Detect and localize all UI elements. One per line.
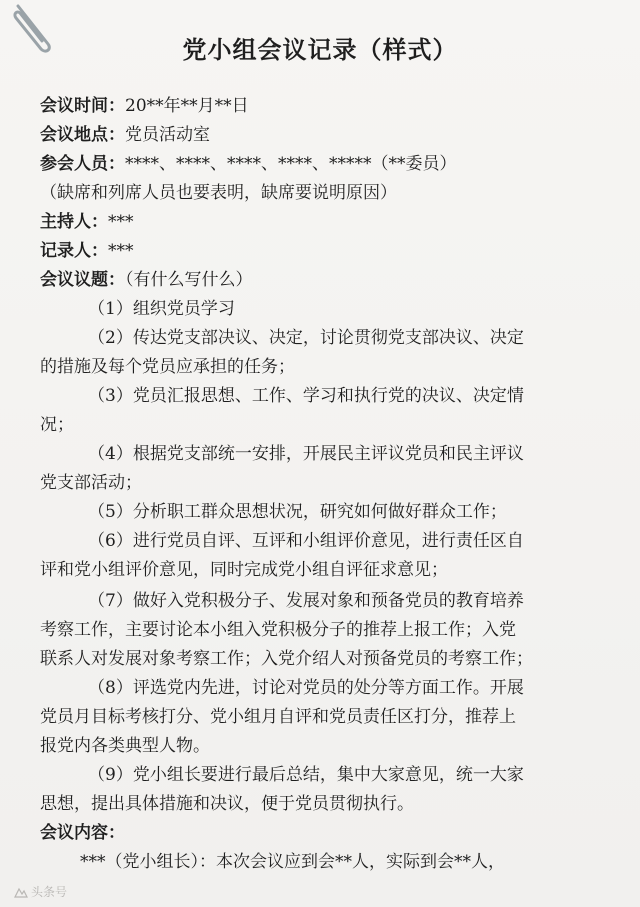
meeting-place-label: 会议地点： bbox=[40, 125, 125, 145]
topic-line: 的措施及每个党员应承担的任务； bbox=[40, 357, 295, 377]
topics-row bbox=[40, 269, 253, 291]
meeting-place-row bbox=[40, 124, 210, 146]
watermark-logo-icon bbox=[14, 887, 28, 899]
topic-line: 党员月目标考核打分、党小组月自评和党员责任区打分，推荐上 bbox=[40, 707, 516, 727]
host-value: *** bbox=[108, 212, 134, 232]
content-line: ***（党小组长）：本次会议应到会**人，实际到会**人， bbox=[80, 852, 505, 872]
content-row bbox=[40, 822, 125, 844]
topic-line: 况； bbox=[40, 415, 74, 435]
topic-line: 评和党小组评价意见，同时完成党小组自评征求意见； bbox=[40, 560, 448, 580]
watermark bbox=[14, 883, 67, 900]
meeting-time-label: 会议时间： bbox=[40, 96, 125, 116]
topic-line: （5）分析职工群众思想状况，研究如何做好群众工作； bbox=[88, 502, 507, 522]
content-label: 会议内容： bbox=[40, 823, 125, 843]
topic-line: （2）传达党支部决议、决定，讨论贯彻党支部决议、决定 bbox=[88, 328, 524, 348]
topic-line: 党支部活动； bbox=[40, 473, 142, 493]
topic-line: （8）评选党内先进，讨论对党员的处分等方面工作。开展 bbox=[88, 678, 524, 698]
topic-line: （9）党小组长要进行最后总结，集中大家意见，统一大家 bbox=[88, 765, 524, 785]
topic-line: 思想，提出具体措施和决议，便于党员贯彻执行。 bbox=[40, 794, 414, 814]
recorder-label: 记录人： bbox=[40, 241, 108, 261]
topic-line: 考察工作，主要讨论本小组入党积极分子的推荐上报工作；入党 bbox=[40, 620, 516, 640]
attendees-note: （缺席和列席人员也要表明，缺席要说明原因） bbox=[40, 183, 397, 203]
topic-line: （3）党员汇报思想、工作、学习和执行党的决议、决定情 bbox=[88, 386, 524, 406]
meeting-place-value: 党员活动室 bbox=[125, 125, 210, 145]
attendees-row bbox=[40, 153, 457, 175]
meeting-time-row bbox=[40, 95, 249, 117]
watermark-text: 头条号 bbox=[31, 885, 68, 899]
attendees-label: 参会人员： bbox=[40, 154, 125, 174]
topics-label: 会议议题： bbox=[40, 270, 125, 290]
topics-value: （有什么写什么） bbox=[125, 270, 253, 290]
topic-line: 联系人对发展对象考察工作；入党介绍人对预备党员的考察工作； bbox=[40, 649, 533, 669]
host-row bbox=[40, 211, 134, 233]
attendees-value: ****、****、****、****、*****（**委员） bbox=[125, 154, 457, 174]
page-title: 党小组会议记录（样式） bbox=[182, 36, 458, 64]
topic-line: （6）进行党员自评、互评和小组评价意见，进行责任区自 bbox=[88, 531, 524, 551]
topic-line: （1）组织党员学习 bbox=[88, 299, 235, 319]
recorder-row bbox=[40, 240, 134, 262]
topic-line: （4）根据党支部统一安排，开展民主评议党员和民主评议 bbox=[88, 444, 524, 464]
meeting-time-value: 20**年**月**日 bbox=[125, 96, 249, 116]
host-label: 主持人： bbox=[40, 212, 108, 232]
recorder-value: *** bbox=[108, 241, 134, 261]
topic-line: （7）做好入党积极分子、发展对象和预备党员的教育培养 bbox=[88, 591, 524, 611]
topic-line: 报党内各类典型人物。 bbox=[40, 736, 210, 756]
